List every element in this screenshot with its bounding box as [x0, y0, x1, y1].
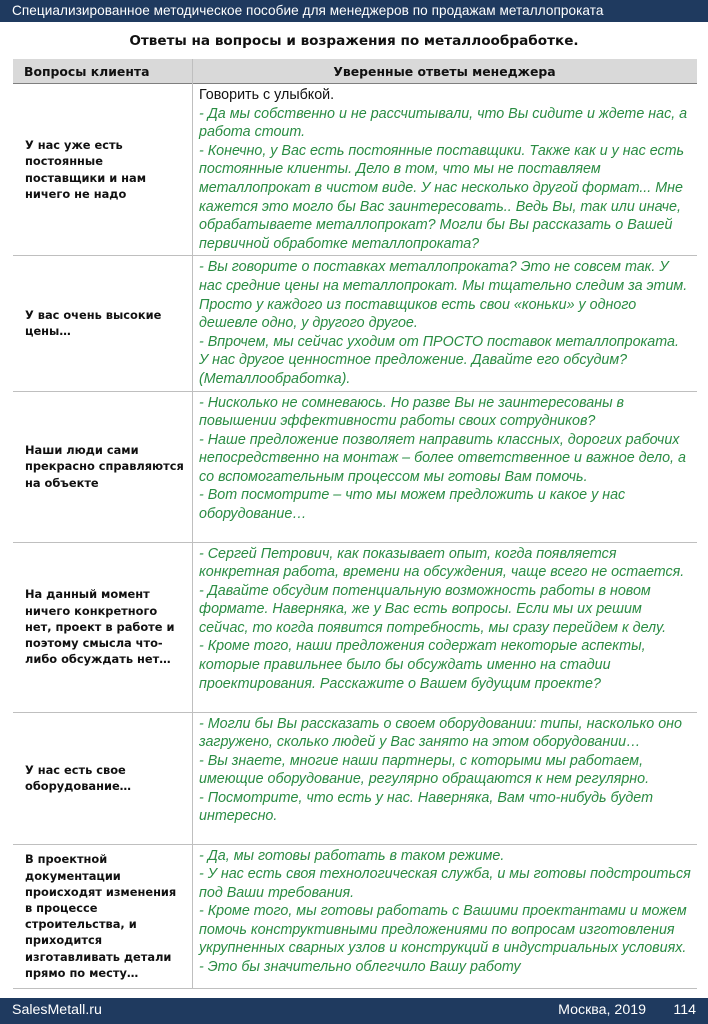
- table-row: [13, 391, 697, 542]
- answer-line: - Это бы значительно облегчило Вашу работу: [199, 959, 521, 976]
- page-number: 114: [673, 1002, 696, 1018]
- page-title: Ответы на вопросы и возражения по металлообработке.: [129, 33, 579, 49]
- question-cell: Наши люди сами прекрасно справляются на объекте: [13, 391, 192, 542]
- answer-line: - Кроме того, наши предложения содержат некоторые аспекты, которые правильнее было бы обсуждать именно на стадии проектирования. Расскажите о Вашем будущим проекте?: [199, 638, 646, 692]
- column-header-questions: Вопросы клиента: [13, 59, 192, 84]
- table-row: [13, 542, 697, 712]
- question-cell: На данный момент ничего конкретного нет, проект в работе и поэтому смысла что-либо обсуждать нет…: [13, 542, 192, 712]
- column-divider: [192, 59, 193, 989]
- footer-city-year: Москва, 2019: [558, 1002, 646, 1018]
- answer-line: - Вы говорите о поставках металлопроката? Это не совсем так. У нас средние цены на металлопрокат. Мы тщательно следим за этим. Просто у каждого из поставщиков есть свои «коньки» у одного дешевле одно, у другого другое.: [199, 259, 688, 332]
- answer-line: - Посмотрите, что есть у нас. Наверняка, Вам что-нибудь будет интересно.: [199, 789, 654, 825]
- answer-line: - Конечно, у Вас есть постоянные поставщики. Также как и у нас есть постоянные клиенты. Дело в том, что мы не поставляем металлопрокат в чистом виде. У нас несколько другой формат... Мне кажется это могло бы Вас заинтересовать.. Ведь Вы, так или иначе, обрабатываете металлопрокат? Могли бы Вы рассказать о Вашей первичной обработке металлопроката?: [199, 142, 685, 252]
- answer-line: - Впрочем, мы сейчас уходим от ПРОСТО поставок металлопроката. У нас другое ценностное предложение. Давайте его обсудим? (Металлообработка).: [199, 333, 679, 387]
- answer-line: - У нас есть своя технологическая служба, и мы готовы подстроиться под Ваши требования.: [199, 866, 691, 901]
- answer-line: - Вы знаете, многие наши партнеры, с которыми мы работаем, имеющие оборудование, регулярно обращаются к нем регулярно.: [199, 752, 650, 788]
- header-banner: [0, 0, 708, 22]
- answer-cell: [192, 84, 697, 256]
- table-row: [13, 712, 697, 844]
- answer-line: - Могли бы Вы рассказать о своем оборудовании: типы, насколько оно загружено, сколько людей у Вас занято на этом оборудовании…: [199, 715, 683, 751]
- table-row: [13, 256, 697, 391]
- header-text: Специализированное методическое пособие для менеджеров по продажам металлопроката: [12, 3, 604, 18]
- answer-line: - Вот посмотрите – что мы можем предложить и какое у нас оборудование…: [199, 487, 626, 523]
- table-header-row: [13, 59, 697, 84]
- column-header-answers: Уверенные ответы менеджера: [192, 59, 697, 84]
- answer-cell: [192, 542, 697, 712]
- answer-line: Говорить с улыбкой.: [199, 87, 335, 103]
- answer-cell: [192, 844, 697, 989]
- answer-line: - Да, мы готовы работать в таком режиме.: [199, 847, 505, 864]
- footer-site: SalesMetall.ru: [12, 1002, 102, 1018]
- question-cell: У нас есть свое оборудование…: [13, 712, 192, 844]
- table-row: [13, 844, 697, 989]
- answer-line: - Нисколько не сомневаюсь. Но разве Вы не заинтересованы в повышении эффективности работы своих сотрудников?: [199, 394, 625, 430]
- answer-line: - Кроме того, мы готовы работать с Вашими проектантами и можем помочь конструктивными предложениями по вопросам изготовления укрупненных сварных узлов и конструкций в индустриальных условиях.: [199, 903, 687, 957]
- table-row: [13, 84, 697, 256]
- answer-line: - Наше предложение позволяет направить классных, дорогих рабочих непосредственно на монтаж – более ответственное и важное дело, а со вспомогательным процессом мы готовы Вам помочь.: [199, 431, 686, 485]
- question-cell: В проектной документации происходят изменения в процессе строительства, и приходится изготавливать детали прямо по месту…: [13, 844, 192, 989]
- question-cell: У нас уже есть постоянные поставщики и нам ничего не надо: [13, 84, 192, 256]
- footer-banner: [0, 998, 708, 1024]
- answer-line: - Давайте обсудим потенциальную возможность работы в новом формате. Наверняка, же у Вас есть вопросы. Если мы их решим сейчас, то когда появится потребность, мы сразу перейдем к делу.: [199, 582, 667, 636]
- answer-cell: [192, 256, 697, 391]
- answer-line: - Сергей Петрович, как показывает опыт, когда появляется конкретная работа, времени на обсуждения, чаще всего не остается.: [199, 545, 685, 581]
- qa-table: [13, 59, 697, 989]
- answer-cell: [192, 391, 697, 542]
- answer-line: - Да мы собственно и не рассчитывали, что Вы сидите и ждете нас, а работа стоит.: [199, 105, 688, 141]
- answer-cell: [192, 712, 697, 844]
- question-cell: У вас очень высокие цены…: [13, 256, 192, 391]
